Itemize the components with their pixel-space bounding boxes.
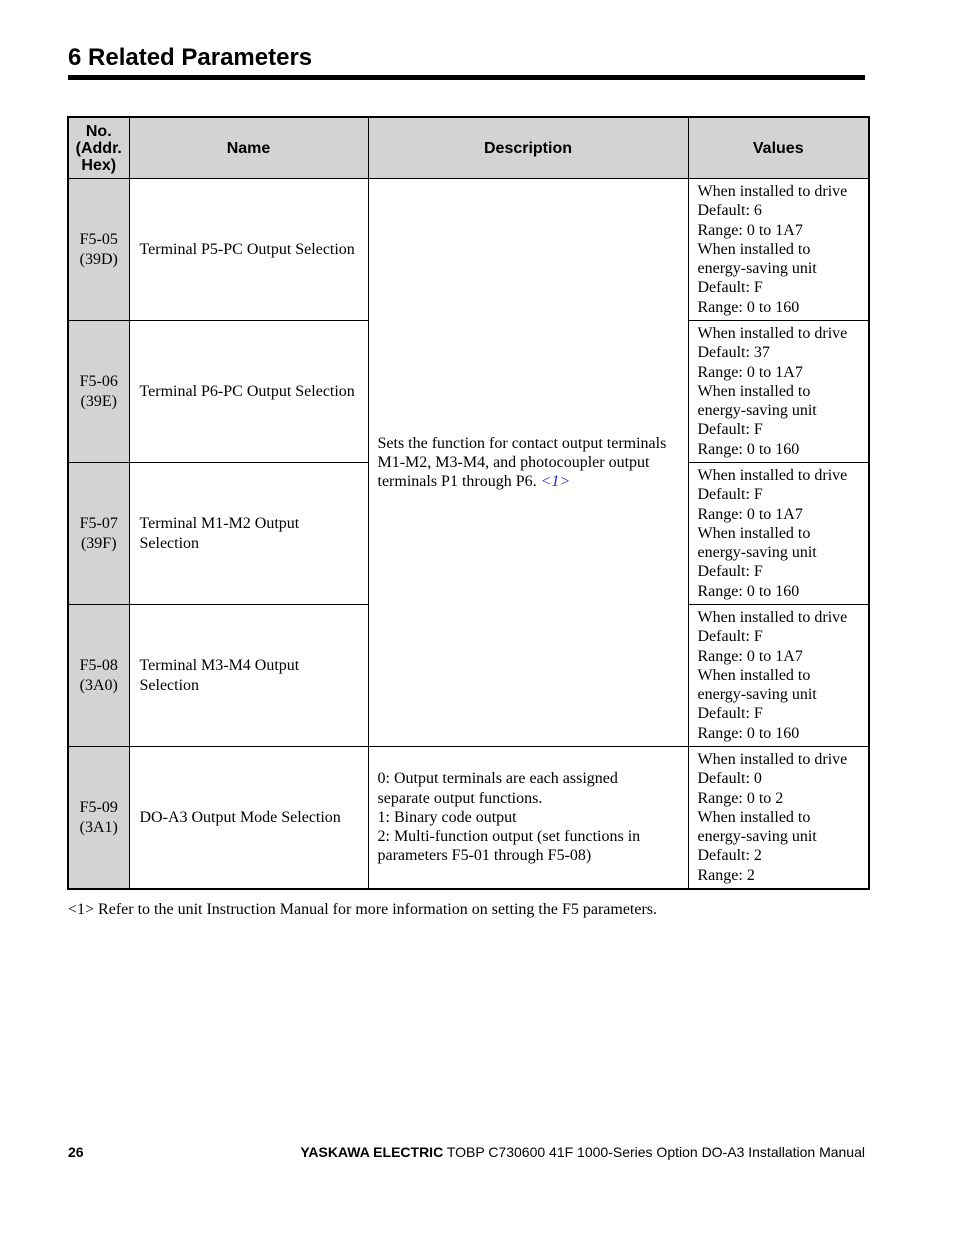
param-number: F5-06 <box>79 373 118 391</box>
param-description-cell: 0: Output terminals are each assigned separate output functions. 1: Binary code output 2: Multi-function output (set functions in parameters F5-01 through F5-08) <box>368 747 688 890</box>
param-number: F5-09 <box>79 799 118 817</box>
footnote-ref-link[interactable]: <1> <box>540 473 571 491</box>
footnote: <1> Refer to the unit Instruction Manual for more information on setting the F5 parameters. <box>68 901 658 918</box>
description-line: terminals P1 through P6. <1> <box>377 473 571 491</box>
param-number-cell <box>68 747 129 890</box>
param-values-cell: When installed to drive Default: 37 Range: 0 to 1A7 When installed to energy-saving unit Default: F Range: 0 to 160 <box>688 321 869 463</box>
param-name-cont: Selection <box>139 676 200 694</box>
header-values: Values <box>688 117 869 179</box>
param-name-cell <box>129 463 368 605</box>
param-address: (3A1) <box>79 818 118 836</box>
footer-manual-title <box>300 1143 865 1161</box>
table-row <box>68 179 869 321</box>
description-line: Sets the function for contact output terminals <box>377 434 667 452</box>
header-no: No. (Addr. Hex) <box>68 117 129 179</box>
param-number: F5-08 <box>79 657 118 675</box>
param-values-cell: When installed to drive Default: 0 Range: 0 to 2 When installed to energy-saving unit Default: 2 Range: 2 <box>688 747 869 890</box>
param-name-cell <box>129 179 368 321</box>
param-values-cell: When installed to drive Default: 6 Range: 0 to 1A7 When installed to energy-saving unit Default: F Range: 0 to 160 <box>688 179 869 321</box>
param-name-cell <box>129 605 368 747</box>
param-address: (39E) <box>80 392 117 410</box>
param-name: Terminal M1-M2 Output <box>139 515 300 533</box>
param-address: (39D) <box>79 250 118 268</box>
table-row <box>68 747 869 890</box>
header-description: Description <box>368 117 688 179</box>
page-number: 26 <box>68 1144 84 1160</box>
param-address: (3A0) <box>79 676 118 694</box>
param-name: DO-A3 Output Mode Selection <box>139 808 341 826</box>
param-values-cell: When installed to drive Default: F Range: 0 to 1A7 When installed to energy-saving unit Default: F Range: 0 to 160 <box>688 463 869 605</box>
param-number: F5-07 <box>79 515 118 533</box>
param-number-cell <box>68 605 129 747</box>
section-title: 6 Related Parameters <box>68 44 313 71</box>
param-number-cell <box>68 179 129 321</box>
param-name-cell <box>129 747 368 890</box>
param-name: Terminal P5-PC Output Selection <box>139 240 355 258</box>
parameters-table <box>67 116 870 890</box>
param-name: Terminal P6-PC Output Selection <box>139 382 355 400</box>
header-name: Name <box>129 117 368 179</box>
footer-title-text: TOBP C730600 41F 1000-Series Option DO-A3 Installation Manual <box>443 1144 865 1160</box>
table-header-row <box>68 117 869 179</box>
param-name-cont: Selection <box>139 534 200 552</box>
param-name-cell <box>129 321 368 463</box>
shared-description-cell <box>368 179 688 747</box>
footer-brand: YASKAWA ELECTRIC <box>300 1144 444 1160</box>
param-address: (39F) <box>80 534 117 552</box>
param-number: F5-05 <box>79 231 118 249</box>
param-number-cell <box>68 463 129 605</box>
title-rule <box>68 75 865 80</box>
param-name: Terminal M3-M4 Output <box>139 657 300 675</box>
description-line: M1-M2, M3-M4, and photocoupler output <box>377 453 650 471</box>
param-number-cell <box>68 321 129 463</box>
param-values-cell: When installed to drive Default: F Range: 0 to 1A7 When installed to energy-saving unit Default: F Range: 0 to 160 <box>688 605 869 747</box>
